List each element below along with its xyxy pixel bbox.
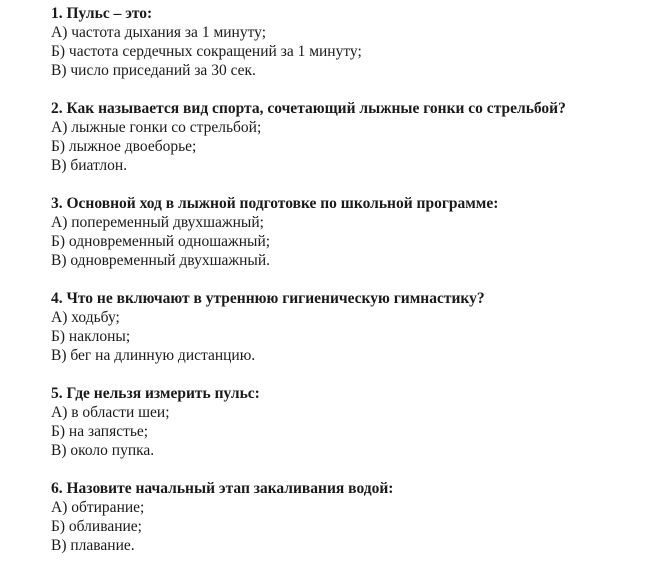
question-3: [51, 194, 651, 270]
answer-option-b: Б) на запястье;: [51, 423, 149, 440]
answer-option-v: В) около пупка.: [51, 442, 155, 459]
answer-option-a: А) обтирание;: [51, 499, 145, 516]
question-4: [51, 289, 651, 365]
question-2: [51, 99, 651, 175]
answer-option-a: А) лыжные гонки со стрельбой;: [51, 119, 262, 136]
answer-option-a: А) попеременный двухшажный;: [51, 214, 264, 231]
question-6: [51, 479, 651, 555]
answer-option-v: В) биатлон.: [51, 157, 128, 174]
question-title: 6. Назовите начальный этап закаливания водой:: [51, 480, 394, 497]
answer-option-b: Б) обливание;: [51, 518, 142, 535]
answer-option-b: Б) одновременный одношажный;: [51, 233, 271, 250]
answer-option-a: А) ходьбу;: [51, 309, 120, 326]
question-5: [51, 384, 651, 460]
answer-option-b: Б) наклоны;: [51, 328, 131, 345]
answer-option-a: А) в области шеи;: [51, 404, 170, 421]
question-title: 4. Что не включают в утреннюю гигиеническую гимнастику?: [51, 290, 485, 307]
quiz-document: [51, 4, 651, 574]
answer-option-v: В) бег на длинную дистанцию.: [51, 347, 256, 364]
question-title: 3. Основной ход в лыжной подготовке по школьной программе:: [51, 195, 499, 212]
question-title: 5. Где нельзя измерить пульс:: [51, 385, 260, 402]
answer-option-v: В) одновременный двухшажный.: [51, 252, 270, 269]
answer-option-b: Б) частота сердечных сокращений за 1 минуту;: [51, 43, 362, 60]
question-title: 2. Как называется вид спорта, сочетающий лыжные гонки со стрельбой?: [51, 100, 566, 117]
answer-option-b: Б) лыжное двоеборье;: [51, 138, 197, 155]
answer-option-v: В) плавание.: [51, 537, 135, 554]
question-title: 1. Пульс – это:: [51, 5, 153, 22]
answer-option-a: А) частота дыхания за 1 минуту;: [51, 24, 267, 41]
question-1: [51, 4, 651, 80]
answer-option-v: В) число приседаний за 30 сек.: [51, 62, 256, 79]
